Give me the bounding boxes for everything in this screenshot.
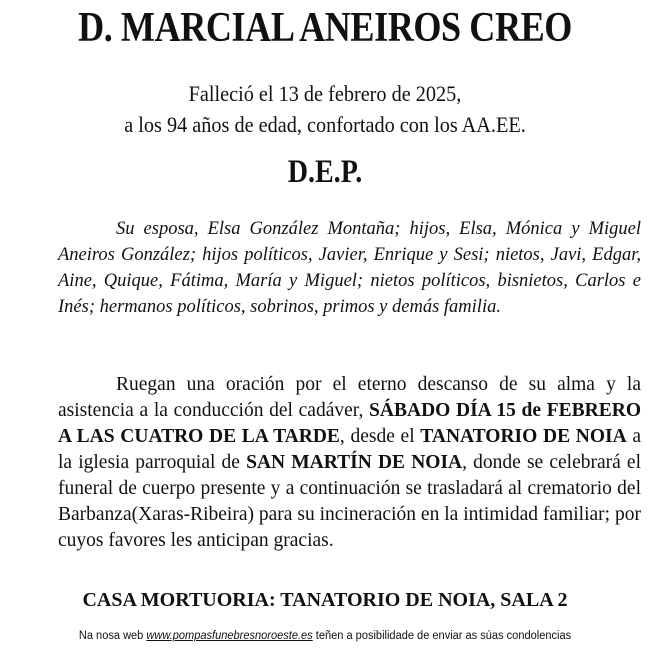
funeral-text-4: , donde se celebrará el funeral de cuerpo presente y a continuación se trasladará al crematorio del Barbanza(Xaras-Ribeira) para su incineración en la intimidad familiar; por cuyos favores les anticipan gracias. [58,452,642,551]
deceased-name: D. MARCIAL ANEIROS CREO [78,5,572,51]
funeral-text-1: Ruegan una oración por el eterno descanso de su alma y la asistencia a la conducción del cadáver, [58,374,641,421]
death-age-line: a los 94 años de edad, confortado con los AA.EE. [124,112,526,137]
funeral-text-2: , desde el [339,426,421,447]
website-link[interactable]: www.pompasfunebresnoroeste.es [146,630,313,642]
mortuary-line: CASA MORTUORIA: TANATORIO DE NOIA, SALA 2 [82,589,568,611]
funeral-place: TANATORIO DE NOIA [420,426,627,447]
funeral-church: SAN MARTÍN DE NOIA [246,452,463,473]
footer-suffix: teñen a posibilidade de enviar as súas condolencias [312,630,572,642]
death-details [33,78,618,140]
family-paragraph: Su esposa, Elsa González Montaña; hijos, Elsa, Mónica y Miguel Aneiros González; hijos políticos, Javier, Enrique y Sesi; nietos, Javi, Edgar, Aine, Quique, Fátima, María y Miguel; nietos políticos, bisnietos, Carlos e Inés; hermanos políticos, sobrinos, primos y demás familia. [58,219,641,317]
footer-note [13,628,637,644]
funeral-text-3: a la iglesia parroquial de [58,426,641,473]
death-date-line: Falleció el 13 de febrero de 2025, [188,81,462,106]
dep-heading: D.E.P. [287,154,363,190]
funeral-date: SÁBADO DÍA 15 de FEBRERO A LAS CUATRO DE LA TARDE [58,400,641,447]
funeral-paragraph [58,372,641,554]
footer-prefix: Na nosa web [78,630,147,642]
